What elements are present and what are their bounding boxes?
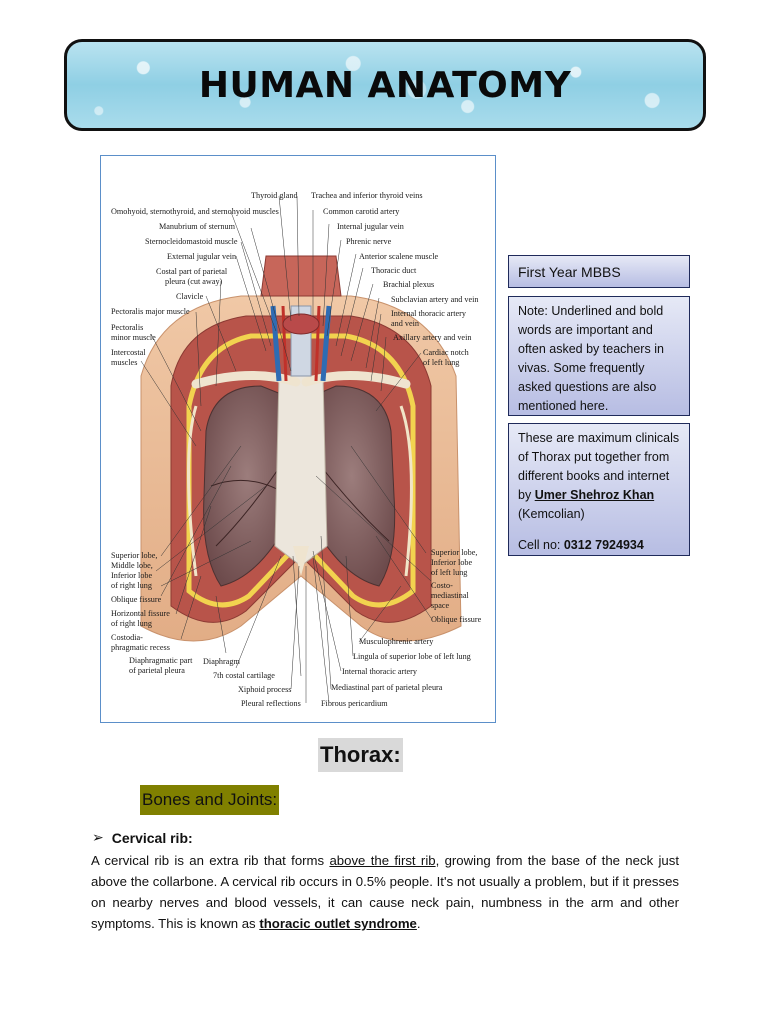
figure-label: phragmatic recess bbox=[111, 643, 170, 652]
figure-label: Manubrium of sternum bbox=[159, 222, 235, 231]
thorax-heading: Thorax: bbox=[318, 738, 403, 772]
figure-label: Lingula of superior lobe of left lung bbox=[353, 652, 471, 661]
figure-label: Thyroid gland bbox=[251, 191, 298, 200]
figure-label: Axillary artery and vein bbox=[393, 333, 472, 342]
clinicals-text: These are maximum clinicals of Thorax put together from different books and internet by bbox=[518, 431, 680, 502]
figure-label: Superior lobe, bbox=[111, 551, 158, 560]
figure-label: Fibrous pericardium bbox=[321, 699, 388, 708]
anatomy-illustration bbox=[101, 156, 495, 722]
figure-label: Brachial plexus bbox=[383, 280, 435, 289]
bullet-arrow-icon: ➢ bbox=[92, 829, 104, 845]
figure-label: Internal jugular vein bbox=[337, 222, 404, 231]
figure-label: Pleural reflections bbox=[241, 699, 301, 708]
year-box bbox=[508, 255, 690, 288]
figure-label: Diaphragmatic part bbox=[129, 656, 193, 665]
paragraph-text: . bbox=[416, 916, 421, 931]
figure-label: Superior lobe, bbox=[431, 548, 478, 557]
figure-label: Mediastinal part of parietal pleura bbox=[331, 683, 443, 692]
figure-label: Anterior scalene muscle bbox=[359, 252, 439, 261]
figure-label: muscles bbox=[111, 358, 138, 367]
figure-label: of left lung bbox=[423, 358, 460, 367]
figure-label: Internal thoracic artery bbox=[391, 309, 467, 318]
figure-label: Xiphoid process bbox=[238, 685, 292, 694]
figure-label: Common carotid artery bbox=[323, 207, 400, 216]
figure-label: Costal part of parietal bbox=[156, 267, 228, 276]
figure-label: Oblique fissure bbox=[431, 615, 482, 624]
figure-label: Phrenic nerve bbox=[346, 237, 392, 246]
cervical-rib-heading bbox=[92, 829, 193, 846]
figure-label: Pectoralis bbox=[111, 323, 144, 332]
underlined-term: above the first rib bbox=[329, 853, 436, 868]
figure-label: Musculophrenic artery bbox=[359, 637, 434, 646]
figure-label: Subclavian artery and vein bbox=[391, 295, 479, 304]
cell-label: Cell no: bbox=[518, 538, 564, 552]
bold-underlined-term: thoracic outlet syndrome bbox=[259, 916, 417, 931]
figure-label: and vein bbox=[391, 319, 419, 328]
figure-label: mediastinal bbox=[431, 591, 469, 600]
thorax-anatomy-figure bbox=[100, 155, 496, 723]
cell-number: 0312 7924934 bbox=[563, 538, 644, 552]
note-box bbox=[508, 296, 690, 416]
note-text: Note: Underlined and bold words are important and often asked by teachers in vivas. Some frequently asked questions are also mentioned here. bbox=[518, 304, 664, 413]
author-name: Umer Shehroz Khan bbox=[534, 488, 655, 502]
bones-joints-heading: Bones and Joints: bbox=[140, 785, 279, 815]
figure-label: Cardiac notch bbox=[423, 348, 469, 357]
figure-label: Pectoralis major muscle bbox=[111, 307, 190, 316]
author-org: (Kemcolian) bbox=[518, 507, 585, 521]
figure-label: Costodia- bbox=[111, 633, 143, 642]
paragraph-text: A cervical rib is an extra rib that forms bbox=[91, 853, 330, 868]
figure-label: 7th costal cartilage bbox=[213, 671, 275, 680]
year-label: First Year MBBS bbox=[518, 264, 621, 280]
figure-label: Clavicle bbox=[176, 292, 204, 301]
cervical-rib-paragraph bbox=[91, 850, 679, 934]
figure-label: of right lung bbox=[111, 581, 152, 590]
figure-label: of right lung bbox=[111, 619, 152, 628]
cervical-rib-title: Cervical rib: bbox=[111, 829, 193, 846]
page-title: HUMAN ANATOMY bbox=[198, 64, 572, 106]
figure-label: of parietal pleura bbox=[129, 666, 185, 675]
figure-label: Omohyoid, sternothyroid, and sternohyoid muscles bbox=[111, 207, 279, 216]
clinicals-box bbox=[508, 423, 690, 556]
figure-label: Intercostal bbox=[111, 348, 146, 357]
figure-label: Horizontal fissure bbox=[111, 609, 170, 618]
title-banner bbox=[64, 39, 706, 131]
figure-label: Middle lobe, bbox=[111, 561, 153, 570]
figure-label: of left lung bbox=[431, 568, 468, 577]
figure-label: Internal thoracic artery bbox=[342, 667, 418, 676]
figure-label: Oblique fissure bbox=[111, 595, 162, 604]
figure-label: Inferior lobe bbox=[431, 558, 473, 567]
paragraph-text: , growing from the base of the neck just above the collarbone. A cervical rib occurs in 0.5% people. It's not usually a problem, but if it presses on nearby nerves and blood vessels, it can cause neck pain, numbness in the arm and other symptoms. This is known as bbox=[91, 853, 680, 931]
figure-label: pleura (cut away) bbox=[165, 277, 223, 286]
figure-label: Costo- bbox=[431, 581, 453, 590]
figure-label: Trachea and inferior thyroid veins bbox=[311, 191, 423, 200]
figure-label: Sternocleidomastoid muscle bbox=[145, 237, 238, 246]
figure-label: space bbox=[431, 601, 450, 610]
figure-label: Diaphragm bbox=[203, 657, 240, 666]
figure-label: Inferior lobe bbox=[111, 571, 153, 580]
figure-label: Thoracic duct bbox=[371, 266, 417, 275]
figure-label: External jugular vein bbox=[167, 252, 237, 261]
figure-label: minor muscle bbox=[111, 333, 156, 342]
